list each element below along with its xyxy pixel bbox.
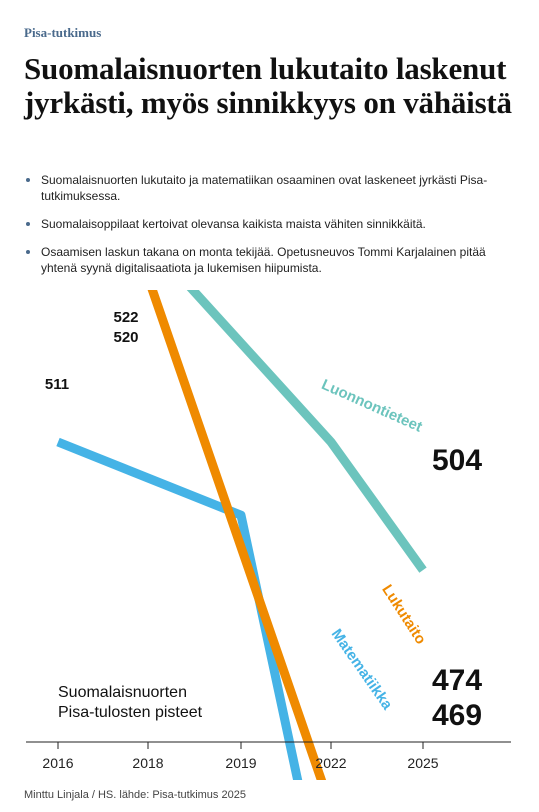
summary-text: Osaamisen laskun takana on monta tekijää. Opetusneuvos Tommi Karjalainen pitää yhtenä syynä digitalisaatiota ja lukemisen hiipumista. [41, 245, 486, 275]
summary-text: Suomalaisnuorten lukutaito ja matematiikan osaaminen ovat laskeneet jyrkästi Pisa-tutkimuksessa. [41, 173, 488, 203]
start-value-label: 522 [113, 309, 139, 326]
x-tick-label: 2016 [42, 755, 74, 771]
series-line-luonnontieteet [148, 290, 423, 570]
series-label-luonnontieteet: Luonnontieteet [318, 376, 425, 436]
x-tick-label: 2018 [132, 755, 164, 771]
chart-title-line: Pisa-tulosten pisteet [58, 704, 203, 721]
end-value-label: 469 [432, 699, 483, 732]
start-value-label: 520 [113, 329, 139, 346]
x-tick-label: 2025 [407, 755, 439, 771]
x-tick-label: 2019 [225, 755, 257, 771]
section-kicker[interactable]: Pisa-tutkimus [24, 25, 102, 40]
summary-item [24, 244, 524, 276]
series-label-matematiikka: Matematiikka [327, 625, 396, 713]
x-tick-label: 2022 [315, 755, 347, 771]
pisa-line-chart [0, 290, 539, 780]
summary-list [24, 172, 524, 288]
source-credit: Minttu Linjala / HS. lähde: Pisa-tutkimus 2025 [24, 789, 246, 801]
summary-item [24, 172, 524, 204]
series-label-lukutaito: Lukutaito [378, 581, 430, 648]
start-value-label: 511 [44, 376, 70, 393]
bullet-dot-icon [26, 222, 30, 226]
headline: Suomalaisnuorten lukutaito laskenut jyrkästi, myös sinnikkyys on vähäistä [24, 51, 512, 120]
chart-title-line: Suomalaisnuorten [58, 684, 187, 701]
bullet-dot-icon [26, 250, 30, 254]
summary-text: Suomalaisoppilaat kertoivat olevansa kaikista maista vähiten sinnikkäitä. [41, 217, 426, 231]
summary-item [24, 216, 524, 232]
end-value-label: 474 [432, 664, 483, 697]
end-value-label: 504 [432, 444, 483, 477]
bullet-dot-icon [26, 178, 30, 182]
